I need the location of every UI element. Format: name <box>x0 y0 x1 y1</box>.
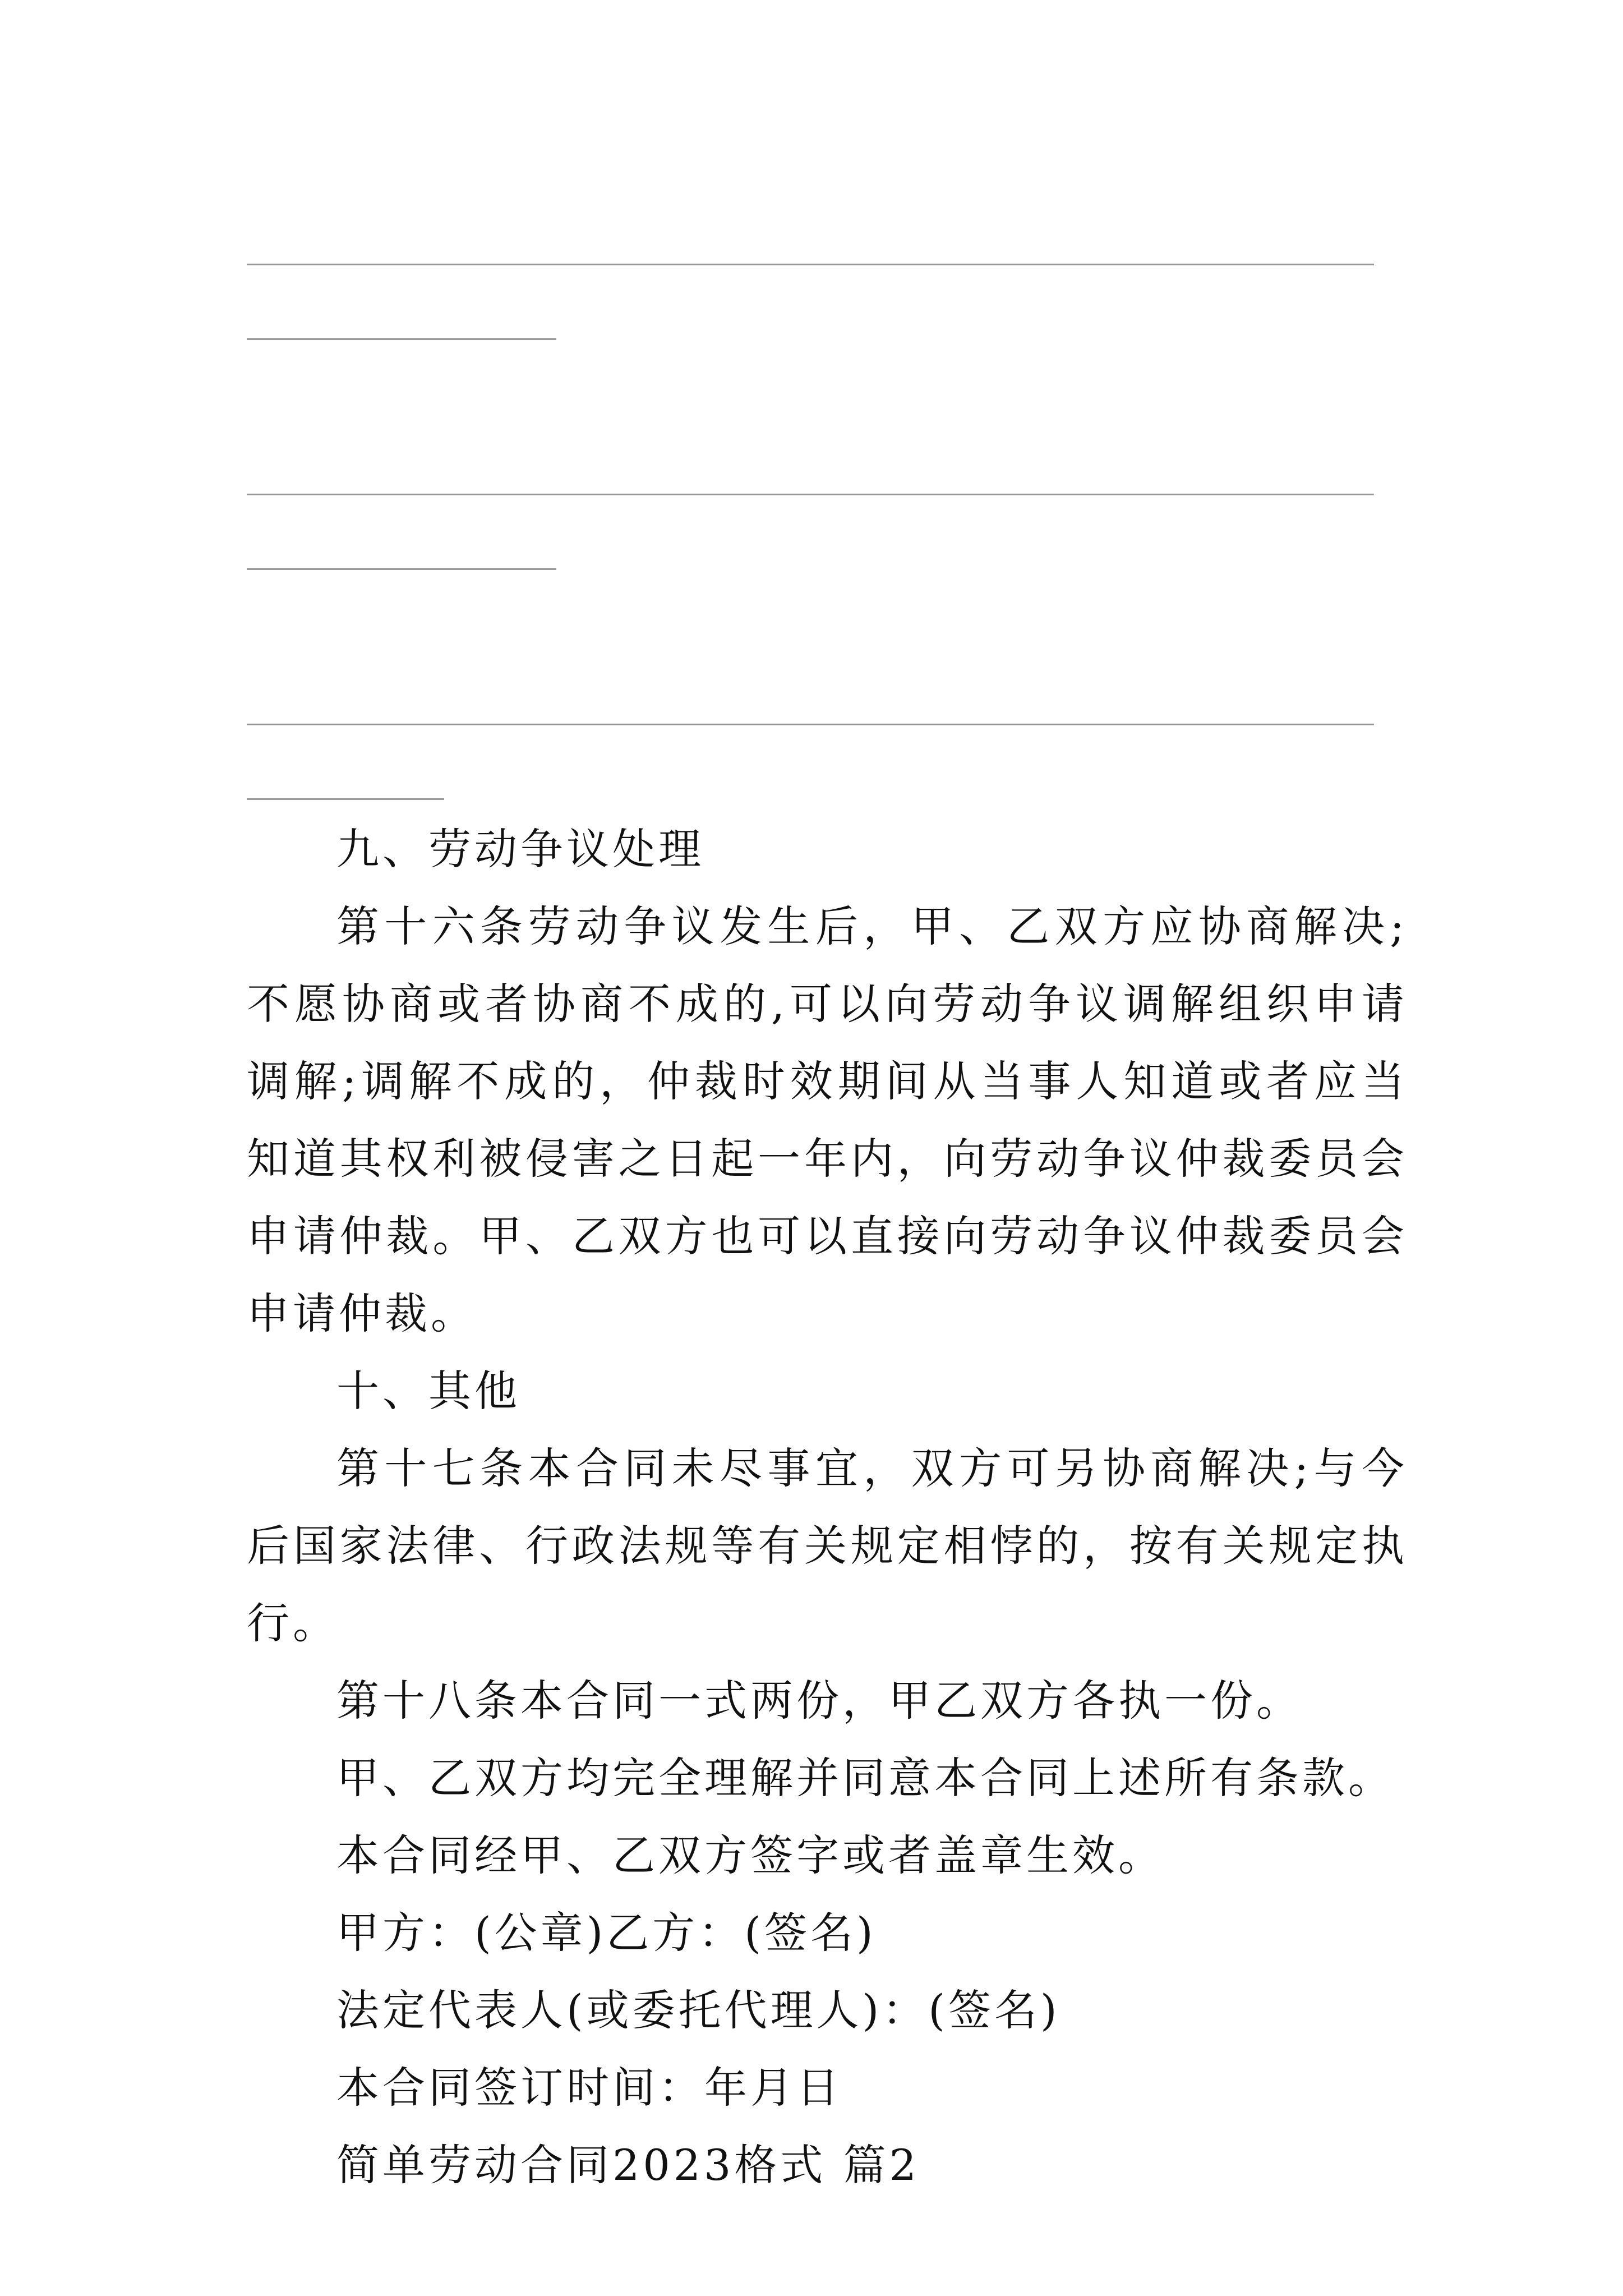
section-heading-dispute: 九、劳动争议处理 <box>336 824 704 874</box>
contract-body <box>247 811 1408 2204</box>
effectiveness-statement: 本合同经甲、乙双方签字或者盖章生效。 <box>336 1830 1164 1880</box>
blank-fill-line <box>247 264 1374 265</box>
blank-fill-line <box>247 724 1374 725</box>
blank-fill-line <box>247 798 444 800</box>
next-contract-title: 简单劳动合同2023格式 篇2 <box>336 2140 920 2190</box>
article-16: 第十六条劳动争议发生后，甲、乙双方应协商解决;不愿协商或者协商不成的,可以向劳动争议调解组织申请调解;调解不成的，仲裁时效期间从当事人知道或者应当知道其权利被侵害之日起一年内，向劳动争议仲裁委员会申请仲裁。甲、乙双方也可以直接向劳动争议仲裁委员会申请仲裁。 <box>247 901 1408 1338</box>
agreement-statement: 甲、乙双方均完全理解并同意本合同上述所有条款。 <box>336 1753 1394 1803</box>
signature-parties: 甲方：(公章)乙方：(签名) <box>336 1908 877 1958</box>
signature-representative: 法定代表人(或委托代理人)：(签名) <box>336 1985 1061 2035</box>
blank-fill-line <box>247 494 1374 495</box>
article-17: 第十七条本合同未尽事宜，双方可另协商解决;与今后国家法律、行政法规等有关规定相悖的，按有关规定执行。 <box>247 1443 1408 1648</box>
section-heading-other: 十、其他 <box>336 1366 520 1416</box>
article-18: 第十八条本合同一式两份，甲乙双方各执一份。 <box>336 1676 1302 1726</box>
signature-date: 本合同签订时间：年月日 <box>336 2063 842 2113</box>
blank-fill-line <box>247 568 556 570</box>
blank-fill-line <box>247 338 556 340</box>
